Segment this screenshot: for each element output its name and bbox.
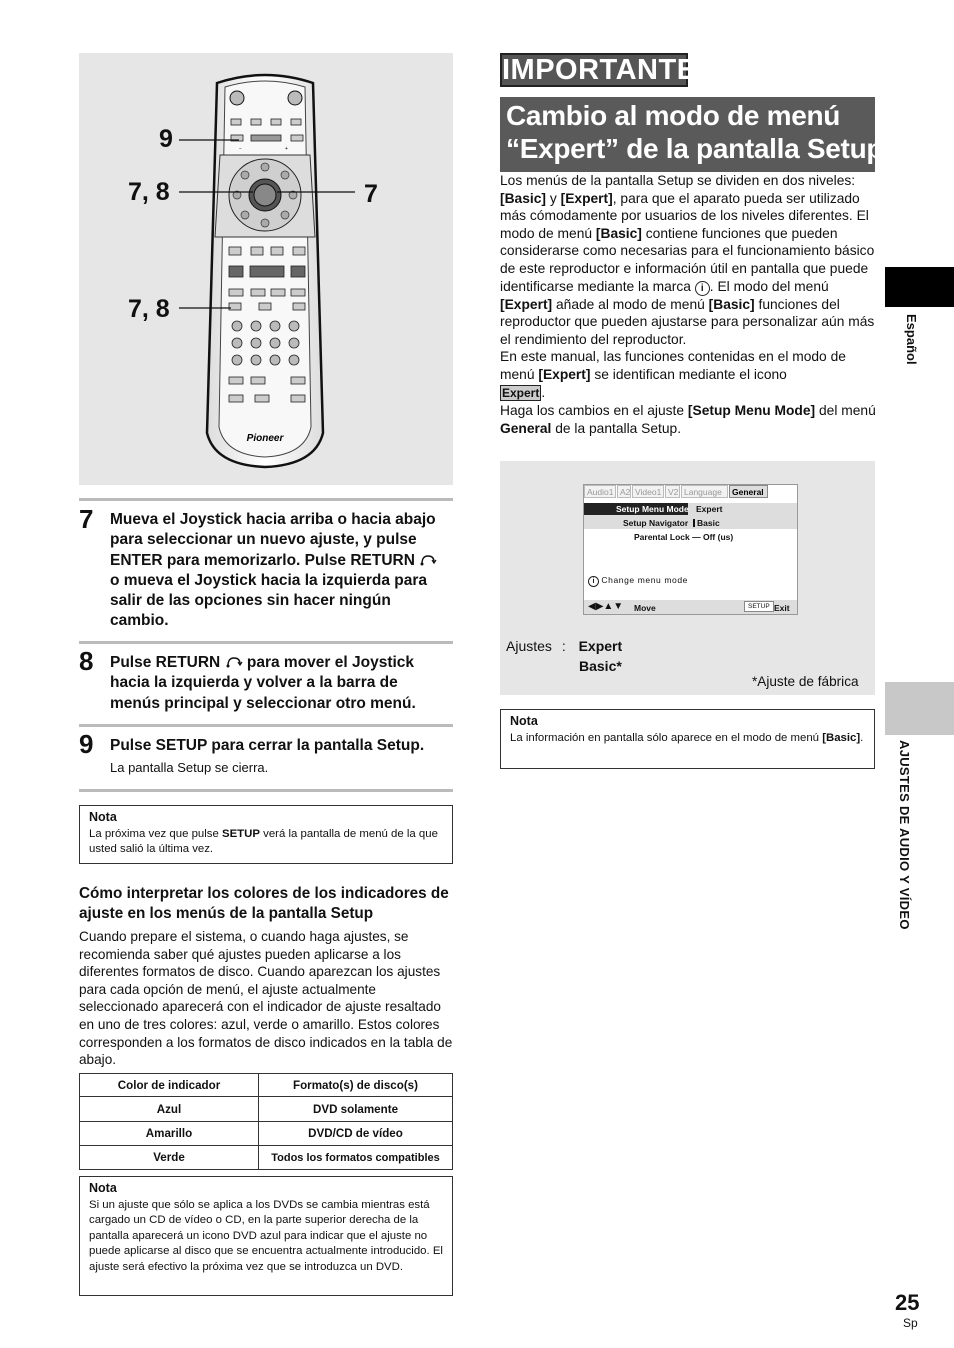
divider — [79, 789, 453, 792]
menu-item-parental-lock[interactable]: Parental Lock — Off (us) — [634, 532, 734, 542]
page-title: Cambio al modo de menú “Expert” de la pantalla Setup — [500, 97, 875, 172]
importante-banner: IMPORTANTE — [502, 54, 697, 86]
step-7-text: Mueva el Joystick hacia arriba o hacia abajo para seleccionar un nuevo ajuste, y pulse ENTER para memorizarlo. Pulse RETURN o mueva el Joystick hacia la izquierda para salir de las opciones sin hacer ningún cambio. — [110, 511, 436, 630]
pioneer-logo: Pioneer — [246, 433, 284, 444]
move-label: Move — [634, 603, 656, 613]
table-row — [80, 1122, 453, 1146]
info-icon: i — [588, 576, 599, 587]
table-cell: Amarillo — [80, 1122, 259, 1146]
callout-7: 7 — [364, 180, 378, 208]
menu-item-setup-navigator[interactable]: Setup Navigator — [623, 518, 689, 528]
expert-badge: Expert — [502, 385, 540, 400]
callout-7-8-top: 7, 8 — [128, 178, 170, 206]
factory-default-note: *Ajuste de fábrica — [752, 674, 859, 689]
table-header: Color de indicador — [80, 1074, 259, 1097]
hint-row: i Change menu mode — [588, 575, 688, 587]
option-expert[interactable]: Expert — [696, 504, 723, 514]
option-basic[interactable]: Basic — [697, 518, 720, 528]
info-icon: i — [695, 281, 710, 296]
nota-setup: Nota La próxima vez que pulse SETUP verá la pantalla de menú de la que usted salió la última vez. — [79, 805, 453, 864]
table-cell: DVD/CD de vídeo — [259, 1122, 453, 1146]
divider — [79, 641, 453, 644]
color-format-table — [79, 1073, 453, 1170]
table-row — [80, 1097, 453, 1122]
indicator-mark — [693, 519, 695, 527]
ajustes-settings: Ajustes : Expert Basic* — [506, 638, 623, 674]
return-icon — [225, 655, 243, 669]
section-heading: Cómo interpretar los colores de los indicadores de ajuste en los menús de la pantalla Setup — [79, 885, 449, 922]
step-number-7: 7 — [79, 504, 94, 534]
page-number: 25 — [895, 1290, 920, 1315]
return-icon — [419, 553, 437, 567]
callout-7-8-bottom: 7, 8 — [128, 295, 170, 323]
language-code: Sp — [903, 1316, 918, 1330]
remote-figure — [79, 53, 453, 485]
setup-key: SETUP — [744, 601, 774, 612]
table-cell: Verde — [80, 1146, 259, 1170]
setup-screen — [583, 484, 798, 615]
step-number-9: 9 — [79, 729, 94, 759]
menu-item-setup-menu-mode[interactable]: Setup Menu Mode — [616, 504, 689, 514]
section-tab-marker — [885, 682, 954, 735]
table-cell: DVD solamente — [259, 1097, 453, 1122]
nota-dvd-icon: Nota Si un ajuste que sólo se aplica a los DVDs se cambia mientras está cargado un CD de vídeo o CD, en la parte superior derecha de la pantalla aparecerá un icono DVD azul para indicar que el ajuste no puede aplicarse al disco que se encuentra actualmente introducido. El ajuste será efectivo la próxima vez que se introduzca un DVD. — [79, 1176, 453, 1296]
table-header-row — [80, 1074, 453, 1097]
tab-video1[interactable]: Video1 — [632, 485, 664, 498]
exit-label: Exit — [774, 603, 790, 613]
remote-control-illustration — [79, 53, 453, 485]
table-cell: Azul — [80, 1097, 259, 1122]
table-row — [80, 1146, 453, 1170]
tab-a2[interactable]: A2 — [617, 485, 631, 498]
svg-text:−: − — [239, 146, 242, 152]
table-cell: Todos los formatos compatibles — [259, 1146, 453, 1170]
language-tab-marker — [885, 267, 954, 307]
step-9-text: Pulse SETUP para cerrar la pantalla Setup. — [110, 737, 425, 754]
svg-text:+: + — [285, 146, 288, 152]
tab-audio1[interactable]: Audio1 — [584, 485, 616, 498]
tab-v2[interactable]: V2 — [665, 485, 680, 498]
table-header: Formato(s) de disco(s) — [259, 1074, 453, 1097]
arrow-keys-icon: ◀▶▲▼ — [588, 601, 624, 612]
divider — [79, 498, 453, 501]
step-number-8: 8 — [79, 646, 94, 676]
tab-language[interactable]: Language — [681, 485, 728, 498]
intro-text: Los menús de la pantalla Setup se dividen en dos niveles: [Basic] y [Expert], para que el aparato pueda ser utilizado más cómodamente por usuarios de los niveles diferentes. El modo de menú [Basic] contiene funciones que pueden considerarse como necesarias para el funcionamiento básico de este reproductor e información útil en pantalla que puede identificarse mediante la marca i . El modo del menú [Expert] añade al modo de menú [Basic] funciones del reproductor que pueden ajustarse para personalizar aún más el rendimiento del reproductor. En este manual, las funciones contenidas en el modo de menú [Expert] se identifican mediante el icono Expert . Haga los cambios en el ajuste [Setup Menu Mode] del menú General de la pantalla Setup. — [500, 173, 876, 436]
step-9-subtext: La pantalla Setup se cierra. — [110, 760, 269, 775]
callout-9: 9 — [159, 125, 173, 153]
divider — [79, 724, 453, 727]
step-8-text: Pulse RETURN para mover el Joystick hacia la izquierda y volver a la barra de menús principal y seleccionar otro menú. — [110, 654, 416, 712]
section-body: Cuando prepare el sistema, o cuando haga ajustes, se recomienda saber qué ajustes pueden aplicarse a los diferentes formatos de disco. Cuando aparezcan los ajustes para cada opción de menú, el ajuste actualmente seleccionado aparecerá con el indicador de ajuste resaltado en uno de tres colores: azul, verde o amarillo. Estos colores corresponden a los formatos de disco indicados en la tabla de abajo. — [79, 929, 453, 1068]
language-label: Español — [904, 314, 919, 365]
section-label: AJUSTES DE AUDIO Y VÍDEO — [897, 740, 912, 930]
nota-basic-mode: Nota La información en pantalla sólo aparece en el modo de menú [Basic]. — [500, 709, 875, 769]
tab-general[interactable]: General — [729, 485, 768, 498]
